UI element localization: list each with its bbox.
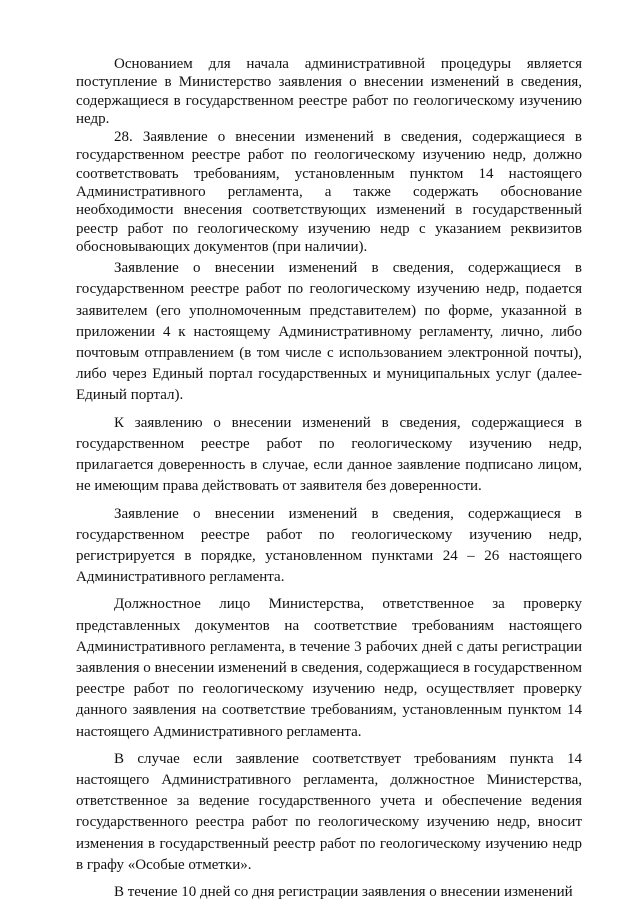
paragraph-official-check: Должностное лицо Министерства, ответственное за проверку представленных документов на соответствие требованиям настоящего Административного регламента, в течение 3 рабочих дней с даты регистрации заявления о внесении изменений в сведения, содержащиеся в государственном реестре работ по геологическому изучению недр, осуществляет проверку данного заявления на соответствие требованиям, установленным пунктом 14 настоящего Административного регламента. — [76, 596, 582, 740]
paragraph-submission: Заявление о внесении изменений в сведения, содержащиеся в государственном реестре работ по геологическому изучению недр, подается заявителем (его уполномоченным представителем) по форме, указанной в приложении 4 к настоящему Административному регламенту, лично, либо почтовым отправлением (в том числе с использованием электронной почты), либо через Единый портал государственных и муниципальных услуг (далее-Единый портал). — [76, 260, 582, 404]
paragraph-registration: Заявление о внесении изменений в сведения, содержащиеся в государственном реестре работ по геологическому изучению недр, регистрируется в порядке, установленном пунктами 24 – 26 настоящего Административного регламента. — [76, 505, 582, 586]
paragraph-ten-days: В течение 10 дней со дня регистрации заявления о внесении изменений — [114, 883, 573, 900]
paragraph-item-28: 28. Заявление о внесении изменений в сведения, содержащиеся в государственном реестре работ по геологическому изучению недр, должно соответствовать требованиям, установленным пунктом 14 настоящего Административного регламента, а также содержать обоснование необходимости внесения соответствующих изменений в государственный реестр работ по геологическому изучению недр с указанием реквизитов обосновывающих документов (при наличии). — [76, 129, 582, 255]
paragraph-register-changes: В случае если заявление соответствует требованиям пункта 14 настоящего Административного регламента, должностное Министерства, ответственное за ведение государственного учета и обеспечение ведения государственного реестра работ по геологическому изучению недр, вносит изменения в государственный реестр работ по геологическому изучению недр в графу «Особые отметки». — [76, 750, 582, 873]
paragraph-basis: Основанием для начала административной процедуры является поступление в Министерство заявления о внесении изменений в сведения, содержащиеся в государственном реестре работ по геологическому изучению недр. — [76, 56, 582, 127]
paragraph-power-of-attorney: К заявлению о внесении изменений в сведения, содержащиеся в государственном реестре работ по геологическому изучению недр, прилагается доверенность в случае, если данное заявление подписано лицом, не имеющим права действовать от заявителя без доверенности. — [76, 414, 582, 495]
